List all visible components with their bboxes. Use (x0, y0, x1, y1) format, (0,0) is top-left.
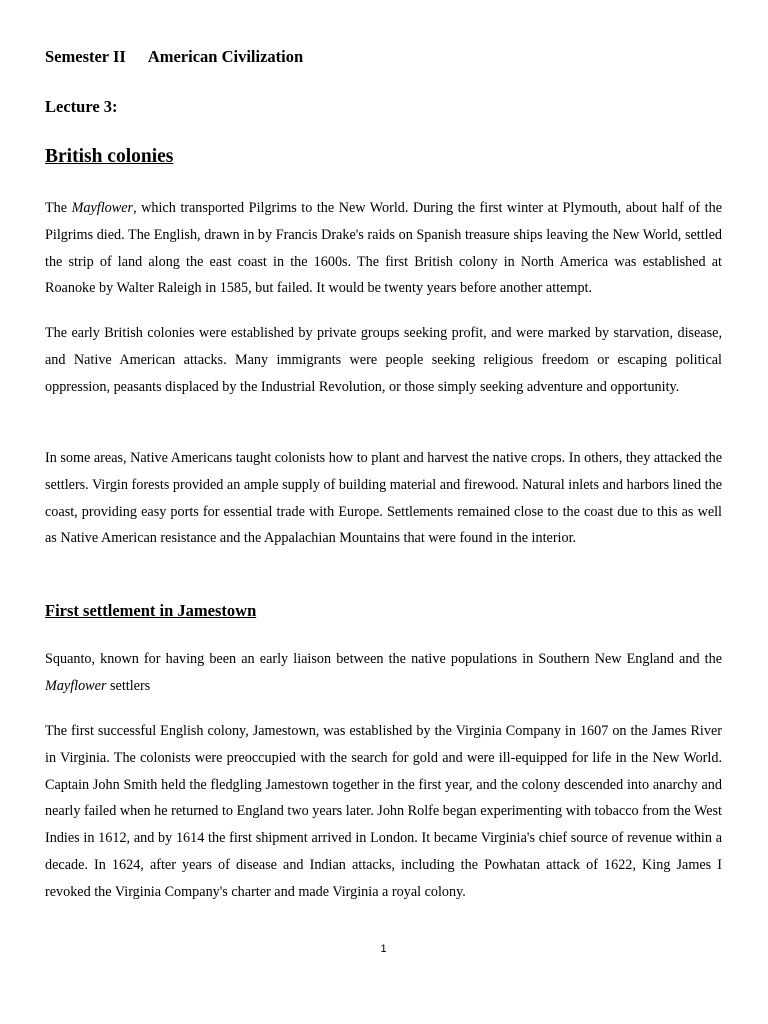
lecture-label: Lecture 3: (45, 97, 118, 116)
italic-ship-name: Mayflower (45, 677, 107, 694)
course-title: American Civilization (147, 47, 304, 66)
paragraph-early-colonies: The early British colonies were established by private groups seeking profit, and were marked by starvation, disease, and Native American attacks. Many immigrants were people seeking religious freedom or escaping political oppression, peasants displaced by the Industrial Revolution, or those simply seeking adventure and opportunity. (45, 325, 722, 395)
paragraph-text: , which transported Pilgrims to the New World. During the first winter at Plymouth, about half of the Pilgrims died. The English, drawn in by Francis Drake's raids on Spanish treasure ships leaving the New World, settled the strip of land along the east coast in the 1600s. The first British colony in North America was established at Roanoke by Walter Raleigh in 1585, but failed. It would be twenty years before another attempt. (45, 200, 722, 297)
paragraph-jamestown: The first successful English colony, Jamestown, was established by the Virginia Company in 1607 on the James River in Virginia. The colonists were preoccupied with the search for gold and were ill-equipped for life in the New World. Captain John Smith held the fledgling Jamestown together in the first year, and the colony descended into anarchy and nearly failed when he returned to England two years later. John Rolfe began experimenting with tobacco from the West Indies in 1612, and by 1614 the first shipment arrived in London. It became Virginia's chief source of revenue within a decade. In 1624, after years of disease and Indian attacks, including the Powhatan attack of 1622, King James I revoked the Virginia Company's charter and made Virginia a royal colony. (45, 723, 722, 900)
paragraph-native-americans: In some areas, Native Americans taught colonists how to plant and harvest the native crops. In others, they attacked the settlers. Virgin forests provided an ample supply of building material and firewood. Natural inlets and harbors lined the coast, providing easy ports for essential trade with Europe. Settlements remained close to the coast due to this as well as Native American resistance and the Appalachian Mountains that were found in the interior. (45, 450, 722, 547)
course-header (45, 47, 303, 67)
paragraph-text: Squanto, known for having been an early liaison between the native populations in Southern New England and the (45, 651, 722, 667)
paragraph-text: settlers (106, 677, 151, 694)
paragraph-squanto (45, 646, 722, 700)
semester-label: Semester II (45, 47, 126, 66)
section-heading-jamestown: First settlement in Jamestown (45, 601, 257, 620)
italic-ship-name: Mayflower (71, 200, 134, 216)
page-title: British colonies (45, 146, 174, 167)
paragraph-text: The (45, 200, 72, 216)
page-number: 1 (380, 943, 387, 955)
paragraph-mayflower (45, 195, 722, 302)
